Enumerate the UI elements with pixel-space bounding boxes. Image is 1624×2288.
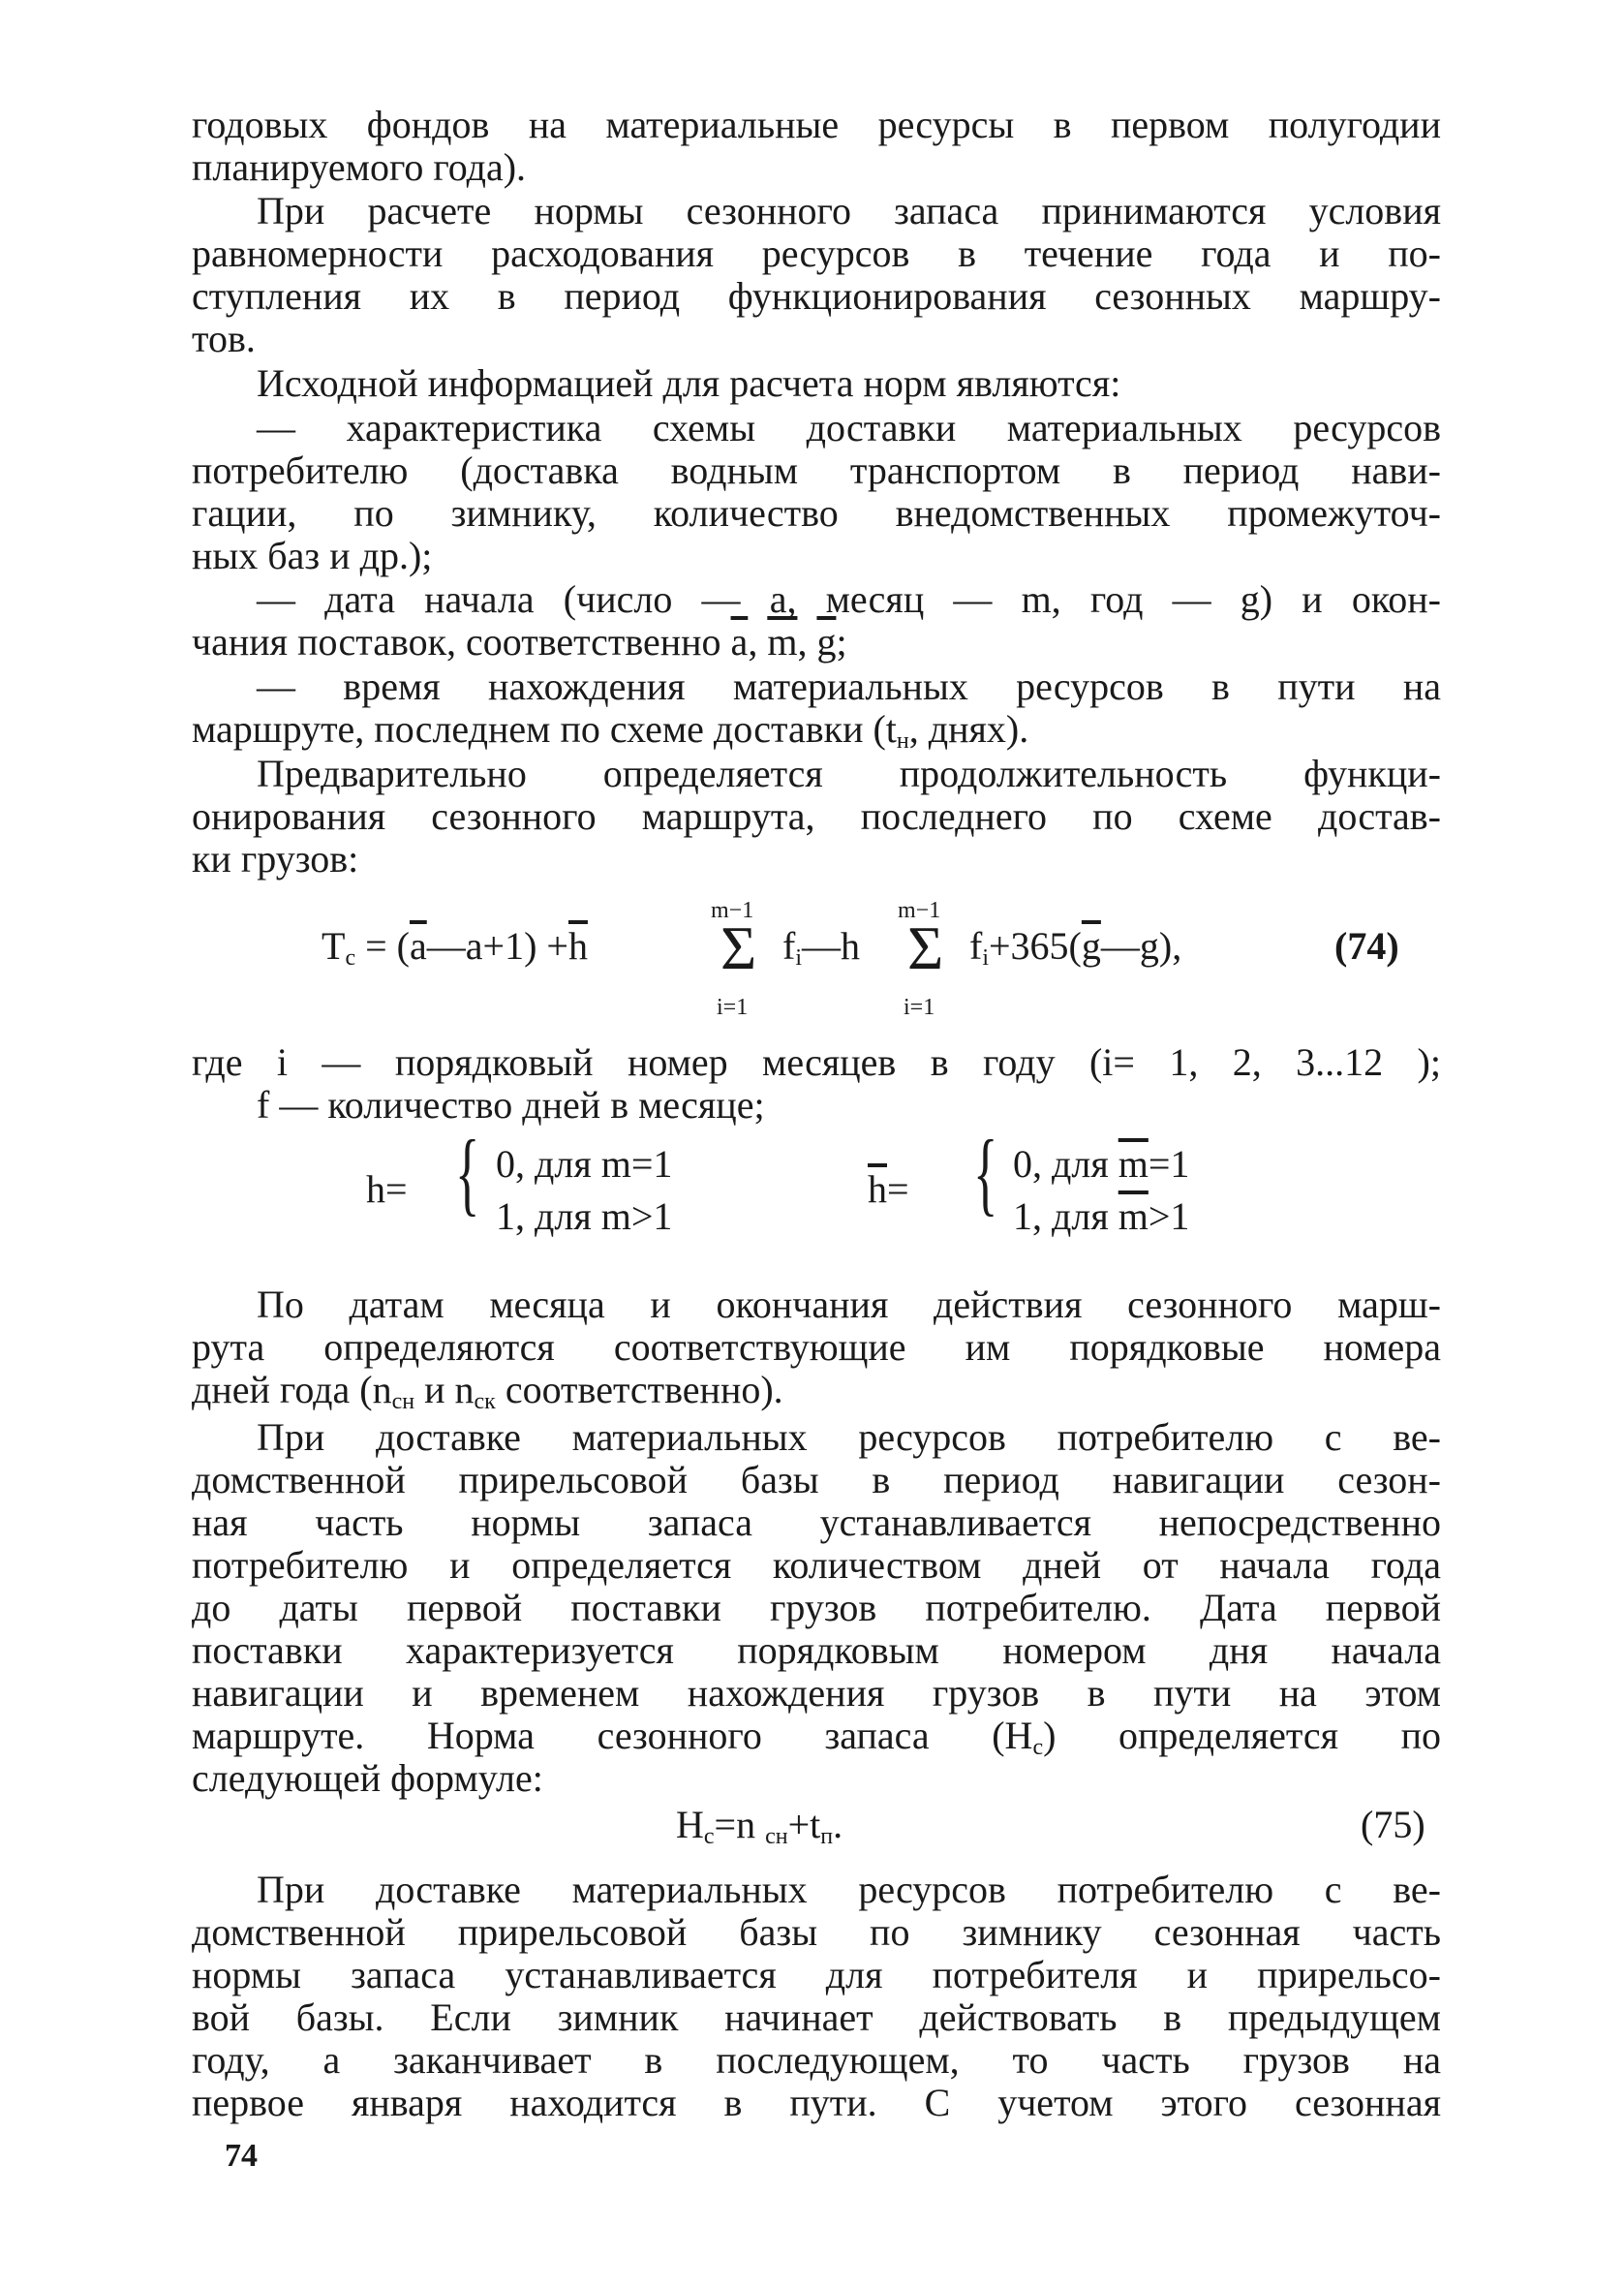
page-number: 74 <box>225 2138 258 2174</box>
text-line: потребителю (доставка водным транспортом в период нави- <box>192 448 1441 492</box>
sum-lower-limit: i=1 <box>904 995 935 1020</box>
math-var-hbar: $\overline{h}$ <box>567 924 588 968</box>
text-line: поставки характеризуется порядковым номером дня начала <box>192 1628 1441 1672</box>
text-line: гации, по зимнику, количество внедомственных промежуточ- <box>192 491 1441 535</box>
formula-body: $Н_с=n$ $_{сн}+t_п$. <box>676 1803 843 1849</box>
text-line: — время нахождения материальных ресурсов в пути на <box>257 665 1441 708</box>
math-var-mbar: $\overline{m}$ <box>767 620 798 664</box>
case-line: 0, для m=1 <box>496 1142 673 1186</box>
cases-lhs: $\overline{h}=$ <box>868 1167 909 1211</box>
text-line <box>192 621 1441 664</box>
equation-number: (75) <box>1361 1803 1425 1846</box>
punctuation: , <box>748 620 758 664</box>
text-line: ных баз и др.); <box>192 534 433 577</box>
text-line: до даты первой поставки грузов потребителю. Дата первой <box>192 1586 1441 1629</box>
text-line: дней года ($n_{сн}$ и $n_{ск}$ соответственно). <box>192 1368 783 1414</box>
text-fragment: маршруте, последнем по схеме доставки ( <box>192 707 886 751</box>
text-line: первое января находится в пути. С учетом этого сезонная <box>192 2081 1441 2124</box>
text-line: навигации и временем нахождения грузов в пути на этом <box>192 1671 1441 1715</box>
sigma-symbol: Σ <box>907 913 944 982</box>
text-line: рута определяются соответствующие им порядковые номера <box>192 1325 1441 1369</box>
math-var-abar: $\overline{a}$ <box>409 924 427 968</box>
formula-rhs: $f_i+365(\overline{g}—g)$, <box>969 924 1182 971</box>
text-line: планируемого года). <box>192 145 527 189</box>
text-line: — характеристика схемы доставки материальных ресурсов <box>257 406 1441 449</box>
left-brace: { <box>973 1121 998 1224</box>
math-var-gbar: $\overline{g}$ <box>1081 924 1101 968</box>
text-line: годовых фондов на материальные ресурсы в первом полугодии <box>192 103 1441 146</box>
text-line: При расчете нормы сезонного запаса принимаются условия <box>257 189 1441 232</box>
sum-lower-limit: i=1 <box>717 995 749 1020</box>
sigma-symbol: Σ <box>720 913 757 982</box>
text-line: году, а заканчивает в последующем, то часть грузов на <box>192 2038 1441 2082</box>
sum-upper-limit: m−1 <box>898 898 941 923</box>
text-fragment: чания поставок, соответственно <box>192 620 721 664</box>
text-line: равномерности расходования ресурсов в течение года и по- <box>192 232 1441 275</box>
text-line: f — количество дней в месяце; <box>257 1083 765 1127</box>
text-line: При доставке материальных ресурсов потребителю с ве- <box>257 1868 1441 1911</box>
text-fragment: , днях). <box>908 707 1029 751</box>
text-line: где i — порядковый номер месяцев в году (i= 1, 2, 3...12 ); <box>192 1040 1441 1084</box>
text-line: домственной прирельсовой базы по зимнику сезонная часть <box>192 1910 1441 1954</box>
text-line: ступления их в период функционирования сезонных маршру- <box>192 274 1441 318</box>
punctuation: ; <box>836 620 847 664</box>
text-fragment: маршруте. Норма сезонного запаса (Н <box>192 1714 1033 1757</box>
case-line: 1, для m>1 <box>496 1194 673 1238</box>
formula-lhs: $T_c$ = $(\overline{a}—a+1) +\overline{h}$ <box>322 924 588 971</box>
text-line: тов. <box>192 317 256 360</box>
left-brace: { <box>455 1121 480 1224</box>
math-var-gbar: $\overline{g}$ <box>816 620 837 664</box>
text-line: домственной прирельсовой базы в период навигации сезон- <box>192 1458 1441 1501</box>
text-line: При доставке материальных ресурсов потребителю с ве- <box>257 1415 1441 1459</box>
text-line: маршруте. Норма сезонного запаса $(Н_с)$ определяется по <box>192 1714 1441 1760</box>
math-var-t: t <box>885 707 897 751</box>
text-line: Предварительно определяется продолжительность функци- <box>257 752 1441 795</box>
equation-number: (74) <box>1334 924 1399 968</box>
case-line: 1, для $\overline{m}>1$ <box>1013 1194 1190 1238</box>
text-line: Исходной информацией для расчета норм являются: <box>257 361 1121 405</box>
cases-lhs: h= <box>366 1167 408 1211</box>
formula-middle: $f_i—h$ <box>782 924 860 971</box>
punctuation: , <box>797 620 808 664</box>
text-fragment: дней года ( <box>192 1368 373 1411</box>
text-line: онирования сезонного маршрута, последнего по схеме достав- <box>192 794 1441 838</box>
math-var-abar: $\overline{a}$ <box>730 620 749 664</box>
subscript: н <box>896 728 909 754</box>
text-line: следующей формуле: <box>192 1756 543 1800</box>
text-line: По датам месяца и окончания действия сезонного марш- <box>257 1283 1441 1326</box>
text-line: потребителю и определяется количеством дней от начала года <box>192 1543 1441 1587</box>
sum-upper-limit: m−1 <box>711 898 754 923</box>
text-line: ная часть нормы запаса устанавливается непосредственно <box>192 1500 1441 1544</box>
text-line: нормы запаса устанавливается для потребителя и прирельсо- <box>192 1953 1441 1996</box>
case-line: 0, для $\overline{m}=1$ <box>1013 1142 1190 1186</box>
text-line: вой базы. Если зимник начинает действовать в предыдущем <box>192 1995 1441 2039</box>
text-line: ки грузов: <box>192 837 359 881</box>
text-line: — дата начала (число — a, месяц — m, год — g) и окон- <box>257 577 1441 621</box>
